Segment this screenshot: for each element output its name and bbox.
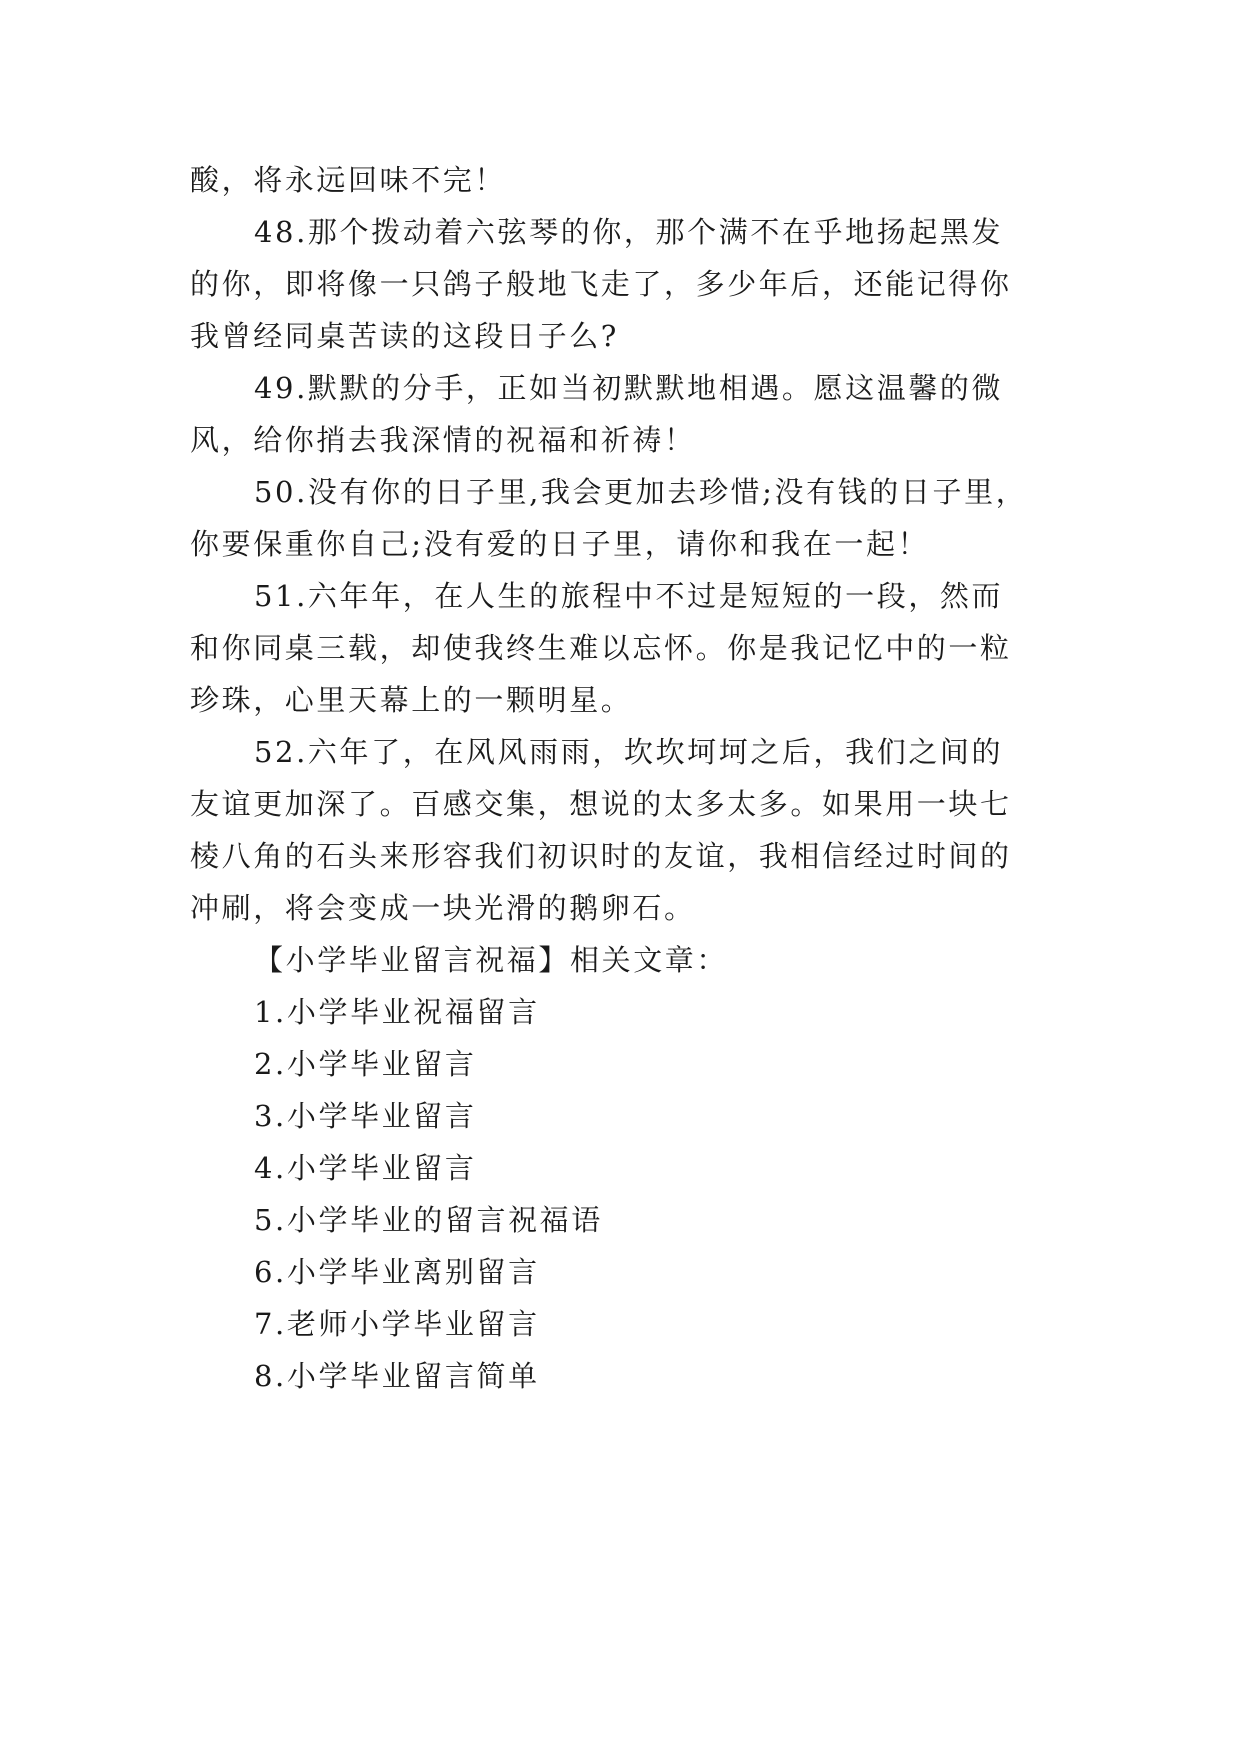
paragraph-line: 棱八角的石头来形容我们初识时的友谊，我相信经过时间的 [190,839,1012,873]
related-article-link[interactable]: 8.小学毕业留言简单 [254,1359,540,1393]
paragraph-line: 52.六年了，在风风雨雨，坎坎坷坷之后，我们之间的 [254,735,1004,769]
related-article-link[interactable]: 2.小学毕业留言 [254,1047,477,1081]
paragraph-line: 珍珠，心里天幕上的一颗明星。 [190,683,633,717]
paragraph-line: 的你，即将像一只鸽子般地飞走了，多少年后，还能记得你 [190,267,1012,301]
related-article-link[interactable]: 4.小学毕业留言 [254,1151,477,1185]
related-article-link[interactable]: 1.小学毕业祝福留言 [254,995,540,1029]
paragraph-line: 和你同桌三载，却使我终生难以忘怀。你是我记忆中的一粒 [190,631,1012,665]
related-article-link[interactable]: 6.小学毕业离别留言 [254,1255,540,1289]
paragraph-line: 48.那个拨动着六弦琴的你，那个满不在乎地扬起黑发 [254,215,1004,249]
paragraph-line: 51.六年年，在人生的旅程中不过是短短的一段，然而 [254,579,1004,613]
paragraph-line: 你要保重你自己;没有爱的日子里，请你和我在一起！ [190,527,930,561]
paragraph-line: 友谊更加深了。百感交集，想说的太多太多。如果用一块七 [190,787,1012,821]
related-articles-heading: 【小学毕业留言祝福】相关文章： [254,943,729,977]
paragraph-line: 酸，将永远回味不完！ [190,163,507,197]
related-article-link[interactable]: 5.小学毕业的留言祝福语 [254,1203,603,1237]
related-article-link[interactable]: 3.小学毕业留言 [254,1099,477,1133]
related-article-link[interactable]: 7.老师小学毕业留言 [254,1307,540,1341]
paragraph-line: 50.没有你的日子里,我会更加去珍惜;没有钱的日子里， [254,475,1028,509]
paragraph-line: 冲刷，将会变成一块光滑的鹅卵石。 [190,891,696,925]
paragraph-line: 49.默默的分手，正如当初默默地相遇。愿这温馨的微 [254,371,1004,405]
paragraph-line: 风，给你捎去我深情的祝福和祈祷！ [190,423,696,457]
paragraph-line: 我曾经同桌苦读的这段日子么? [190,319,619,353]
